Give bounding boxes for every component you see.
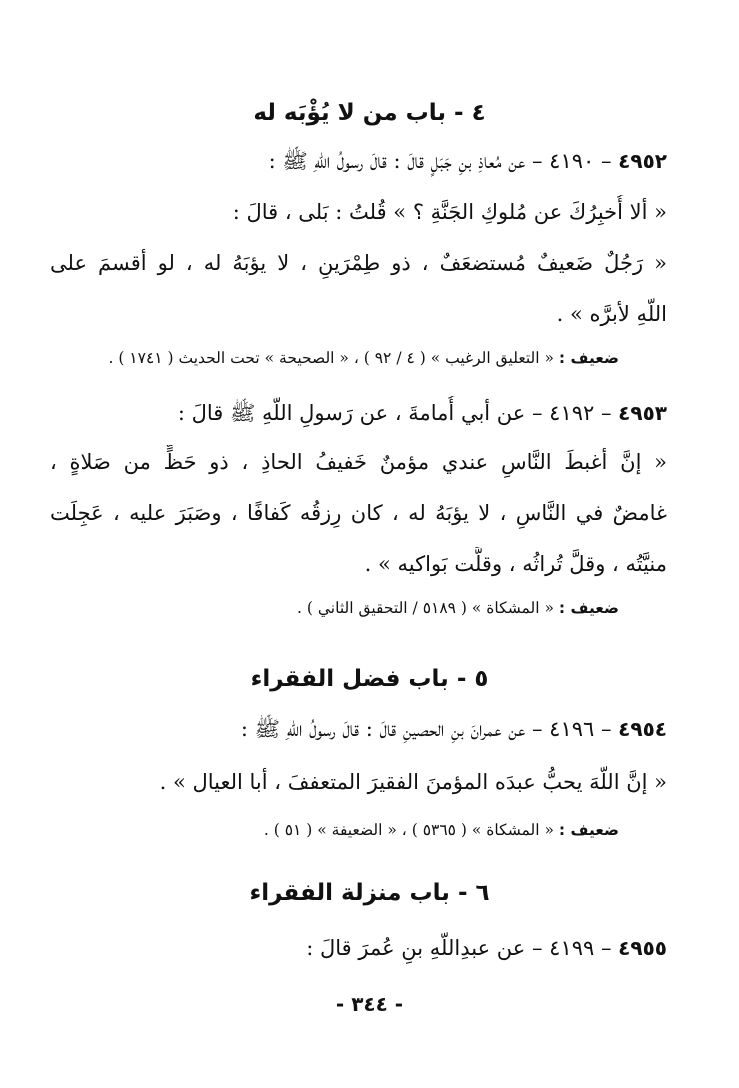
hadith-chain: – ٤١٩٦ – عن عمرانَ بنِ الحصينِ قالَ : قالَ رسولُ اللّهِ ﷺ : [240,717,612,741]
hadith-text-line: « ألا أُخبِرُكَ عن مُلوكِ الجَنَّةِ ؟ » قُلتُ : بَلى ، قالَ : [232,200,667,224]
hadith-chain: – ٤١٩٠ – عن مُعاذِ بنِ جَبَلٍ قالَ : قالَ رسولُ اللّهِ ﷺ : [268,149,612,173]
hadith-number: ٤٩٥٣ [618,401,667,425]
hadith-chain: – ٤١٩٢ – عن أبي أُمامةَ ، عن رَسولِ اللّهِ ﷺ قالَ : [177,401,612,425]
hadith-header [50,931,667,965]
hadith-text-line: منيَّتُه ، وقلَّ تُراثُه ، وقلَّت بَواكيه » . [364,552,667,576]
grading-label: ضعيف : [558,821,619,839]
hadith-number: ٤٩٥٥ [618,936,667,960]
hadith-text-line: « إنَّ أغبطَ النَّاسِ عندي مؤمنٌ خَفيفُ الحاذِ ، ذو حَظٍّ من صَلاةٍ ، [50,450,667,474]
grading-note [50,595,619,621]
grading-source: « المشكاة » ( ٥٣٦٥ ) ، « الضعيفة » ( ٥١ ) . [263,821,554,839]
hadith-text-line: اللّهِ لأبرَّه » . [556,302,667,326]
grading-source: « المشكاة » ( ٥١٨٩ / التحقيق الثاني ) . [297,599,554,617]
hadith-number: ٤٩٥٢ [618,149,667,173]
grading-note [50,817,619,843]
hadith-text-line: « رَجُلٌ ضَعيفٌ مُستضعَفٌ ، ذو طِمْرَينِ ، لا يؤبَهُ له ، لو أقسمَ على [50,251,667,275]
grading-source: « التعليق الرغيب » ( ٤ / ٩٢ ) ، « الصحيحة » تحت الحديث ( ١٧٤١ ) . [108,349,554,367]
hadith-chain: – ٤١٩٩ – عن عبدِاللّهِ بنِ عُمرَ قالَ : [306,936,612,960]
page-number: - ٣٤٤ - [335,992,404,1016]
hadith-text-line: « إنَّ اللّهَ يحبُّ عبدَه المؤمنَ الفقيرَ المتعففَ ، أبا العيال » . [159,770,667,794]
hadith-header [50,396,667,430]
grading-label: ضعيف : [558,599,619,617]
hadith-header [50,144,667,178]
grading-note [50,345,619,371]
section-heading: ٤ - باب من لا يُؤْبَه له [253,100,486,126]
hadith-header [50,712,667,746]
section-heading: ٦ - باب منزلة الفقراء [249,880,490,906]
hadith-text-line: غامضٌ في النَّاسِ ، لا يؤبَهُ له ، كان رِزقُه كَفافًا ، وصَبَرَ عليه ، عَجِلَت [50,501,667,525]
hadith-number: ٤٩٥٤ [618,717,667,741]
section-heading: ٥ - باب فضل الفقراء [250,666,489,692]
grading-label: ضعيف : [558,349,619,367]
